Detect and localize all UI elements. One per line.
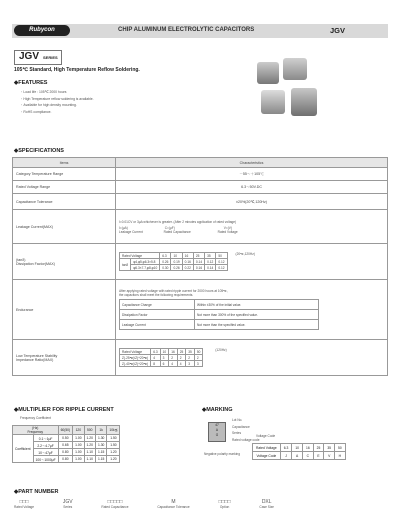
tan-label: (tanδ)	[16, 257, 26, 262]
tagline: 105℃ Standard, High Temperature Reflow Soldering.	[14, 67, 140, 73]
spec-value: ±20%(20℃,120Hz)	[116, 194, 388, 210]
lowtemp-label-2: Impedance Ratio(MAX)	[16, 357, 54, 362]
rv-label: Rated Voltage	[120, 349, 151, 355]
coef-value: 1.10	[84, 456, 95, 463]
multiplier-table	[12, 425, 120, 463]
mk-code: J	[280, 452, 292, 460]
coef-value: 0.50	[58, 435, 73, 442]
feature-item: ・RoHS compliance.	[20, 109, 52, 114]
endurance-value: Within ±30% of the initial value.	[195, 300, 319, 310]
header-title: CHIP ALUMINUM ELECTROLYTIC CAPACITORS	[118, 27, 255, 33]
feature-item: ・Available for high density mounting.	[20, 103, 77, 107]
impedance-value: 4	[169, 361, 178, 367]
coef-value: 1.30	[95, 442, 106, 449]
part-field	[219, 499, 231, 509]
spec-value: 6.3〜50V.DC	[116, 181, 388, 194]
marking-voltage-text: G	[215, 433, 219, 437]
endurance-value: Not more than 300% of the specified value.	[195, 310, 319, 320]
coef-value: 1.50	[107, 435, 120, 442]
part-field-label: Series	[63, 505, 73, 509]
lowtemp-voltage: 6.3	[151, 349, 160, 355]
coef-value: 0.80	[58, 456, 73, 463]
freq-col: 60(50)	[58, 426, 73, 435]
mk-voltage: 16	[302, 444, 313, 452]
mk-voltage: 10	[292, 444, 303, 452]
lowtemp-voltage: 16	[169, 349, 178, 355]
impedance-value: 8	[151, 361, 160, 367]
tan-table	[119, 252, 228, 271]
impedance-value: 2	[186, 355, 195, 361]
tan-value: 0.16	[182, 259, 193, 265]
impedance-value: 3	[194, 361, 203, 367]
mk-code: V	[324, 452, 335, 460]
legend-v: Rated Voltage	[217, 229, 238, 234]
tan-value: 0.12	[205, 259, 216, 265]
freq-col: 500	[84, 426, 95, 435]
marking-diagram	[208, 422, 226, 442]
lowtemp-label: Low Temperature Stability	[16, 353, 58, 358]
impedance-key: Z(-25℃)/Z(+20℃)	[120, 355, 151, 361]
tan-label-2: Dissipation Factor(MAX)	[16, 261, 55, 266]
part-field	[259, 499, 274, 509]
marking-heading: ◆MARKING	[202, 407, 233, 413]
endurance-key: Dissipation Factor	[120, 310, 195, 320]
marking-cap-text: 47	[215, 423, 219, 427]
tan-range: φ6.3×7.7,φ8,φ10	[131, 265, 160, 271]
spec-label: Endurance	[13, 280, 116, 340]
symbol-i: I=(μA)	[119, 225, 128, 230]
part-field-label: Case Size	[259, 505, 274, 509]
impedance-value: 3	[186, 361, 195, 367]
part-field	[157, 499, 189, 509]
marking-label: Capacitance	[232, 424, 250, 429]
spec-label: Category Temperature Range	[13, 168, 116, 181]
marking-series-text: A	[215, 428, 219, 432]
tan-value: 0.16	[193, 265, 204, 271]
marking-label: Rated voltage code	[232, 437, 260, 442]
tan-voltage: 10	[171, 253, 182, 259]
impedance-value: 6	[160, 361, 169, 367]
marking-label: Series	[232, 431, 242, 435]
coef-value: 1.20	[84, 435, 95, 442]
capacitor-image	[261, 90, 285, 114]
coef-value: 1.00	[73, 435, 84, 442]
spec-label: Leakage Current(MAX)	[13, 210, 116, 244]
capacitor-image	[283, 58, 307, 80]
part-field	[63, 499, 73, 509]
symbol-v: V=(V)	[223, 225, 232, 230]
tan-value: 0.12	[216, 265, 227, 271]
part-field-label: Option	[219, 505, 230, 509]
impedance-value: 2	[169, 355, 178, 361]
coef-value: 1.20	[84, 442, 95, 449]
coef-value: 1.10	[84, 449, 95, 456]
polarity-note: Negative polarity marking	[204, 452, 240, 456]
impedance-value: 3	[160, 355, 169, 361]
lowtemp-condition: (120Hz)	[215, 348, 227, 352]
endurance-key: Leakage Current	[120, 320, 195, 330]
cap-range: 100〜1000μF	[33, 456, 58, 463]
cap-range: 10〜47μF	[33, 449, 58, 456]
tan-voltage: 50	[216, 253, 227, 259]
coef-value: 1.20	[107, 456, 120, 463]
tan-value: 0.19	[171, 259, 182, 265]
part-field-label: Rated Capacitance	[101, 505, 129, 509]
spec-value: －55〜＋105℃	[116, 168, 388, 181]
part-field	[101, 499, 128, 509]
leakage-formula: I=0.01CV or 3μA whichever is greater. (After 2 minutes application of rated voltage)	[119, 219, 237, 224]
legend-c: Rated Capacitance	[163, 229, 191, 234]
tan-value: 0.14	[193, 259, 204, 265]
tan-voltage: 35	[205, 253, 216, 259]
feature-item: ・High Temperature reflow soldering is available.	[20, 96, 94, 101]
impedance-key: Z(-40℃)/Z(+20℃)	[120, 361, 151, 367]
part-field-label: Capacitance Tolerance	[157, 505, 190, 509]
part-field	[14, 499, 34, 509]
coef-value: 1.00	[73, 449, 84, 456]
leakage-legend	[119, 230, 384, 234]
tan-voltage: 25	[193, 253, 204, 259]
freq-header-unit: (Hz)	[32, 426, 39, 430]
coef-value: 1.20	[107, 449, 120, 456]
marking-labels	[232, 417, 259, 443]
tan-value: 0.12	[216, 259, 227, 265]
multiplier-heading: ◆MULTIPLIER FOR RIPPLE CURRENT	[14, 407, 114, 413]
mk-voltage: 35	[324, 444, 335, 452]
multiplier-subheading: Frequency Coefficient	[20, 416, 51, 420]
tan-value: 0.14	[205, 265, 216, 271]
coefficient-label: Coefficient	[13, 435, 34, 463]
legend-i: Leakage Current	[119, 229, 143, 234]
series-word: SERIES	[43, 55, 58, 60]
lowtemp-voltage: 50	[194, 349, 203, 355]
impedance-value: 2	[194, 355, 203, 361]
specifications-heading: ◆SPECIFICATIONS	[14, 148, 64, 154]
voltage-code-title: Voltage Code	[256, 434, 276, 438]
cap-range: 2.2〜4.7μF	[33, 442, 58, 449]
part-field-value: □□□□	[218, 499, 231, 505]
spec-label: Capacitance Tolerance	[13, 194, 116, 210]
rv-label: Rated Voltage	[120, 253, 160, 259]
endurance-key: Capacitance Change	[120, 300, 195, 310]
coef-value: 1.15	[95, 449, 106, 456]
cap-range: 0.1〜1μF	[33, 435, 58, 442]
freq-header	[13, 426, 59, 435]
part-field-value: DXL	[261, 499, 272, 505]
lowtemp-voltage: 10	[160, 349, 169, 355]
freq-col: 120	[73, 426, 84, 435]
spec-label	[13, 340, 116, 376]
impedance-value: 2	[177, 355, 186, 361]
header-series-code: JGV	[330, 26, 346, 35]
coef-value: 0.80	[58, 449, 73, 456]
symbol-c: C=(μF)	[164, 225, 175, 230]
tan-delta-label: tanδ	[120, 259, 131, 271]
features-heading: ◆FEATURES	[14, 80, 48, 86]
endurance-cell	[116, 280, 388, 340]
mk-code: A	[292, 452, 303, 460]
mk-voltage: 25	[313, 444, 324, 452]
lowtemp-voltage: 25	[177, 349, 186, 355]
mk-code: E	[313, 452, 324, 460]
freq-col: 10k≦	[107, 426, 120, 435]
spec-label	[13, 244, 116, 280]
part-field-label: Rated Voltage	[14, 505, 35, 509]
part-field-value: □□□□□	[107, 499, 123, 505]
coef-value: 1.30	[95, 435, 106, 442]
specifications-table	[12, 157, 388, 376]
tan-voltage: 16	[182, 253, 193, 259]
tan-value: 0.30	[160, 265, 171, 271]
mk-voltage: 50	[335, 444, 346, 452]
part-number-heading: ◆PART NUMBER	[14, 489, 59, 495]
coef-value: 1.15	[95, 456, 106, 463]
spec-label: Rated Voltage Range	[13, 181, 116, 194]
feature-item: ・Load life : 105℃ 2000 hours	[20, 90, 67, 94]
tan-cell	[116, 244, 388, 280]
tan-value: 0.26	[171, 265, 182, 271]
coef-value: 1.50	[107, 442, 120, 449]
product-photo	[255, 58, 327, 124]
mk-rv-label: Rated Voltage	[253, 444, 281, 452]
endurance-intro: the capacitors shall meet the following requirements.	[119, 293, 194, 297]
mk-voltage: 6.3	[280, 444, 292, 452]
tan-range: φ4,φ5,φ6.3×5.8	[131, 259, 160, 265]
coef-value: 1.00	[73, 442, 84, 449]
freq-col: 1k	[95, 426, 106, 435]
part-field-value: M	[171, 499, 176, 505]
brand-logo: Rubycon	[14, 25, 70, 36]
part-field-value: JGV	[62, 499, 73, 505]
coef-value: 0.65	[58, 442, 73, 449]
lowtemp-voltage: 35	[186, 349, 195, 355]
tan-condition: (20℃,120Hz)	[235, 252, 255, 256]
tan-value: 0.22	[182, 265, 193, 271]
part-field-value: □□□	[19, 499, 29, 505]
col-items-header: Items	[13, 158, 116, 168]
tan-value: 0.26	[160, 259, 171, 265]
features-list	[20, 89, 94, 115]
capacitor-image	[257, 62, 279, 84]
impedance-value: 4	[177, 361, 186, 367]
mk-code: C	[302, 452, 313, 460]
col-characteristics-header: Characteristics	[116, 158, 388, 168]
endurance-value: Not more than the specified value.	[195, 320, 319, 330]
mk-code-label: Voltage Code	[253, 452, 281, 460]
endurance-table	[119, 299, 319, 330]
lowtemp-cell	[116, 340, 388, 376]
coef-value: 1.00	[73, 456, 84, 463]
voltage-code-table	[252, 443, 346, 460]
mk-code: H	[335, 452, 346, 460]
capacitor-image	[291, 88, 317, 116]
impedance-value: 4	[151, 355, 160, 361]
freq-header-label: Frequency	[27, 430, 44, 434]
marking-label: Lot No.	[232, 418, 243, 422]
series-code: JGV	[19, 51, 40, 62]
endurance-intro: After applying rated voltage with rated ripple current for 2000 hours at 105℃,	[119, 289, 228, 293]
part-number-row	[14, 499, 274, 509]
lowtemp-table	[119, 348, 203, 367]
leakage-cell	[116, 210, 388, 244]
tan-voltage: 6.3	[160, 253, 171, 259]
